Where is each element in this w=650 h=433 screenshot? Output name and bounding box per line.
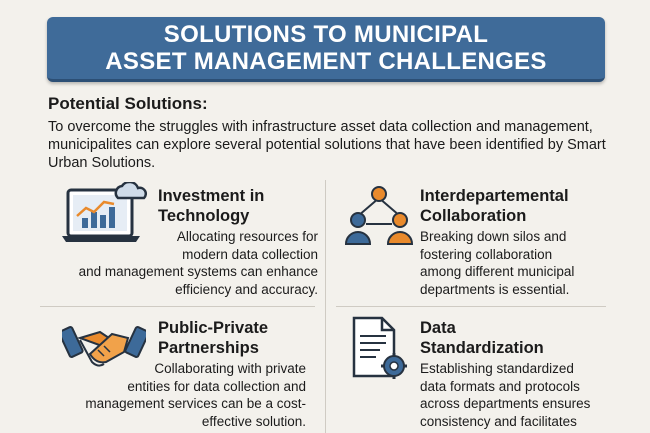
title-banner — [47, 17, 605, 82]
card-title-partnerships: Public-Private Partnerships — [158, 319, 269, 357]
card-body-technology: Allocating resources for modern data collection and management systems can enhance efficiency and accuracy. — [78, 229, 318, 297]
card-body-standardization: Establishing standardized data formats and protocols across departments ensures consistency and facilitates — [420, 361, 591, 429]
card-title-standardization: Data Standardization — [420, 319, 544, 357]
card-body-partnerships: Collaborating with private entities for data collection and management services can be a cost- effective solution. — [85, 361, 306, 429]
card-title-technology: Investment in Technology — [158, 187, 265, 225]
card-title-collaboration: Interdepartemental Collaboration — [420, 187, 569, 225]
title-line-1: SOLUTIONS TO MUNICIPAL — [163, 21, 489, 48]
section-heading: Potential Solutions: — [48, 94, 208, 113]
horizontal-divider-right — [336, 306, 606, 307]
team-network-icon — [344, 184, 414, 246]
title-line-2: ASSET MANAGEMENT CHALLENGES — [105, 48, 547, 75]
horizontal-divider-left — [40, 306, 315, 307]
document-gear-icon — [350, 316, 410, 382]
card-body-collaboration: Breaking down silos and fostering collaboration among different municipal departments is essential. — [420, 229, 575, 297]
intro-paragraph: To overcome the struggles with infrastructure asset data collection and management, municipalites can explore several potential solutions that have been identified by Smart Urban Solutions. — [48, 119, 606, 171]
vertical-divider — [325, 180, 326, 433]
